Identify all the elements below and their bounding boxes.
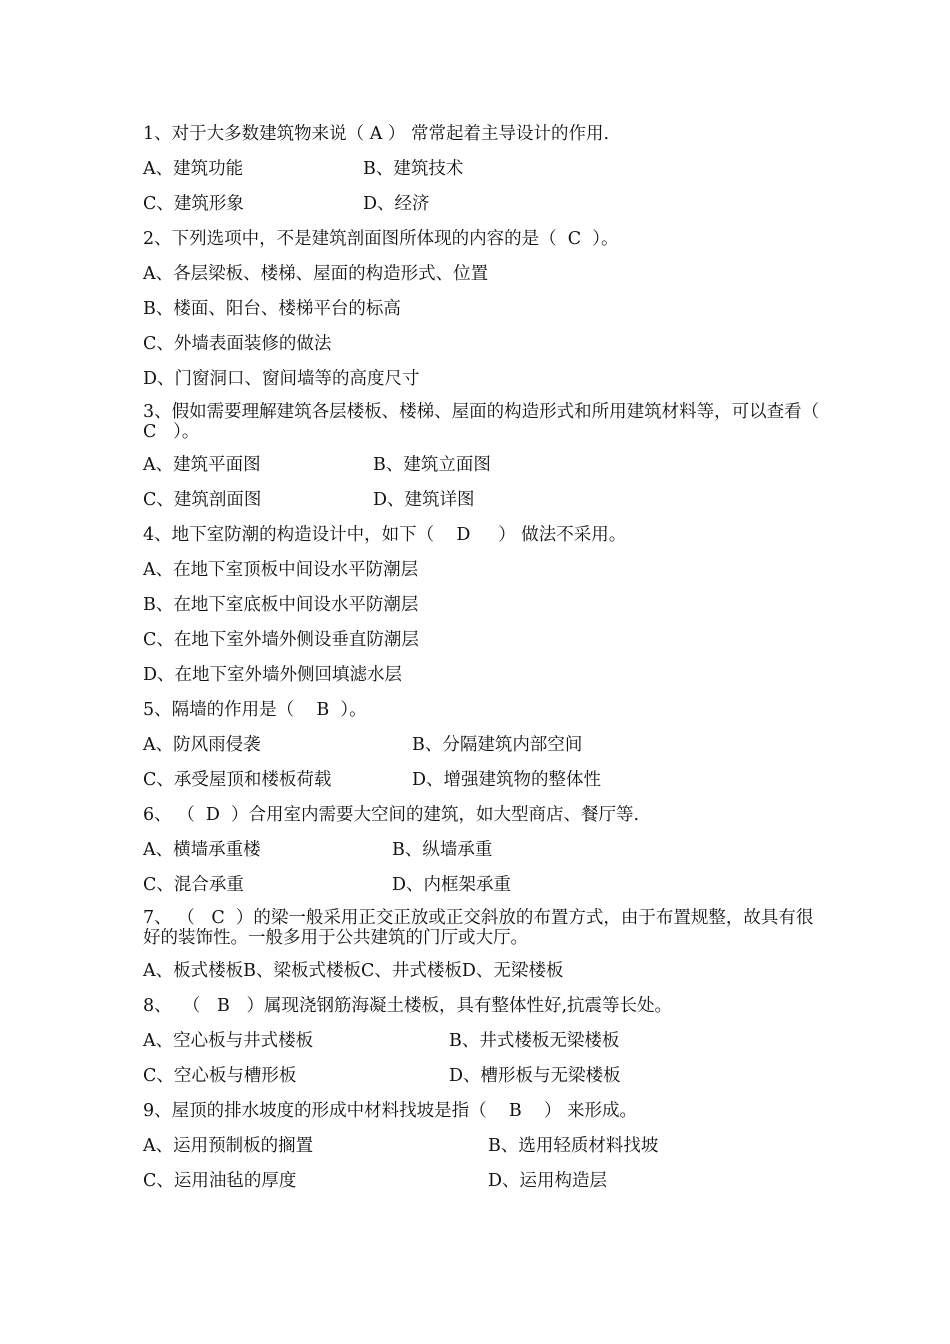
question-stem: 8、 （ B ）属现浇钢筋海凝土楼板，具有整体性好,抗震等长处。	[143, 996, 673, 1016]
question-2	[143, 227, 823, 402]
question-stem: 9、屋顶的排水坡度的形成中材料找坡是指（ B ） 来形成。	[143, 1101, 638, 1121]
option-label: C、建筑剖面图	[143, 490, 262, 510]
question-stem: 4、地下室防潮的构造设计中，如下（ D ） 做法不采用。	[143, 525, 627, 545]
option-line: A、板式楼板B、梁板式楼板C、井式楼板D、无梁楼板	[143, 961, 564, 981]
option-label: D、运用构造层	[488, 1171, 608, 1191]
question-8	[143, 994, 823, 1099]
option-row	[143, 873, 823, 897]
option-label: A、运用预制板的搁置	[143, 1136, 314, 1156]
option-label: D、经济	[363, 194, 430, 214]
question-list	[143, 122, 836, 1204]
option-line: D、门窗洞口、窗间墙等的高度尺寸	[143, 369, 420, 389]
option-label: C、混合承重	[143, 875, 244, 895]
question-6	[143, 803, 823, 908]
option-label: D、增强建筑物的整体性	[412, 770, 602, 790]
option-label: B、井式楼板无梁楼板	[449, 1031, 620, 1051]
option-label: A、空心板与井式楼板	[143, 1031, 314, 1051]
option-row	[143, 453, 823, 477]
option-row	[143, 838, 823, 862]
question-stem: 6、 （ D ）合用室内需要大空间的建筑，如大型商店、餐厅等.	[143, 805, 640, 825]
option-line: A、在地下室顶板中间设水平防潮层	[143, 560, 419, 580]
option-line: B、楼面、阳台、楼梯平台的标高	[143, 299, 401, 319]
option-label: B、分隔建筑内部空间	[412, 735, 583, 755]
option-line: A、各层梁板、楼梯、屋面的构造形式、位置	[143, 264, 489, 284]
question-1	[143, 122, 823, 227]
option-label: A、建筑平面图	[143, 455, 261, 475]
option-line: D、在地下室外墙外侧回填滤水层	[143, 665, 403, 685]
question-stem: 1、对于大多数建筑物来说（ A ） 常常起着主导设计的作用.	[143, 124, 610, 144]
option-label: C、建筑形象	[143, 194, 244, 214]
question-3	[143, 402, 836, 523]
option-label: D、槽形板与无梁楼板	[449, 1066, 621, 1086]
option-label: A、防风雨侵袭	[143, 735, 261, 755]
question-stem: 5、隔墙的作用是（ B ）。	[143, 700, 367, 720]
option-row	[143, 733, 823, 757]
option-line: C、在地下室外墙外侧设垂直防潮层	[143, 630, 419, 650]
option-row	[143, 157, 823, 181]
option-row	[143, 488, 823, 512]
option-row	[143, 192, 823, 216]
option-line: B、在地下室底板中间设水平防潮层	[143, 595, 419, 615]
option-label: D、内框架承重	[392, 875, 512, 895]
option-label: B、纵墙承重	[392, 840, 493, 860]
option-label: C、运用油毡的厚度	[143, 1171, 297, 1191]
option-line: C、外墙表面装修的做法	[143, 334, 332, 354]
question-4	[143, 523, 823, 698]
question-7	[143, 908, 823, 994]
option-label: B、建筑立面图	[373, 455, 491, 475]
option-row	[143, 1134, 823, 1158]
option-label: B、建筑技术	[363, 159, 464, 179]
option-label: D、建筑详图	[373, 490, 475, 510]
question-5	[143, 698, 823, 803]
option-label: B、选用轻质材料找坡	[488, 1136, 659, 1156]
question-stem: 3、假如需要理解建筑各层楼板、楼梯、屋面的构造形式和所用建筑材料等，可以查看（ C ）。	[143, 402, 836, 442]
option-label: C、空心板与槽形板	[143, 1066, 297, 1086]
option-label: A、横墙承重楼	[143, 840, 261, 860]
option-label: A、建筑功能	[143, 159, 244, 179]
option-row	[143, 1064, 823, 1088]
option-row	[143, 768, 823, 792]
option-row	[143, 1029, 823, 1053]
question-stem: 7、 （ C ）的梁一般采用正交正放或正交斜放的布置方式，由于布置规整，故具有很好的装饰性。一般多用于公共建筑的门厅或大厅。	[143, 908, 814, 948]
option-row	[143, 1169, 823, 1193]
question-9	[143, 1099, 823, 1204]
option-label: C、承受屋顶和楼板荷载	[143, 770, 332, 790]
question-stem: 2、下列选项中，不是建筑剖面图所体现的内容的是（ C ）。	[143, 229, 619, 249]
